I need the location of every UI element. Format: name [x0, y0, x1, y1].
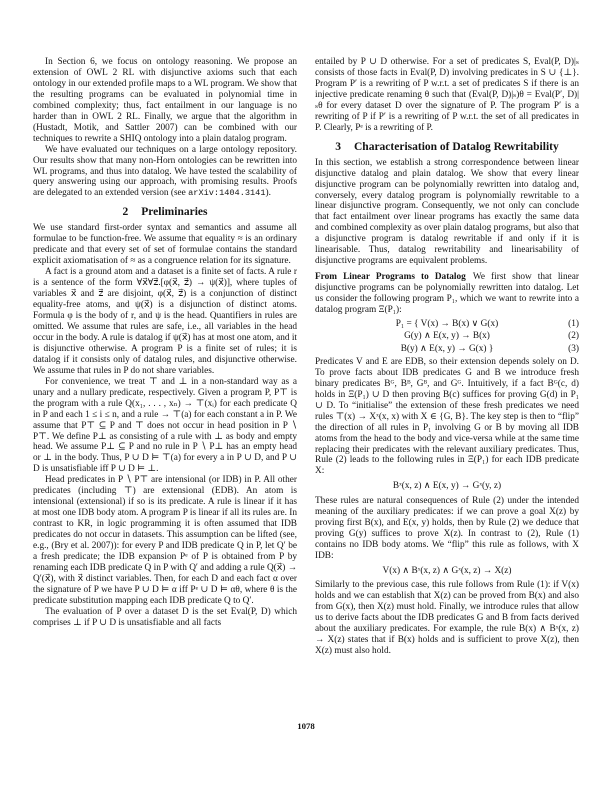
subsection-text: We first show that linear disjunctive programs can be polynomially rewritten into datalog. Let us consider the following program P₁, which we want to rewrite into a datalog program Ξ(P₁):	[315, 272, 579, 316]
rule2-explanation-paragraph: These rules are natural consequences of Rule (2) under the intended meaning of the auxiliary predicates: if we can prove a goal X(z) by proving first B(x), and E(x, y) holds, then by Rule (2) we deduce that proving G(y) suffices to prove X(z). In contrast to (2), Rule (1) contains no IDB body atoms. We “flip” this rule as follows, with X IDB:	[315, 495, 579, 561]
preliminaries-paragraph-1: We use standard first-order syntax and semantics and assume all formulae to be function-free. We assume that equality ≈ is an ordinary predicate and that every set of set of formulae contains the standard explicit axiomatisation of ≈ as a congruence relation for its signature.	[33, 223, 297, 267]
equation-expression: G(y) ∧ E(x, y) → B(x)	[404, 331, 490, 342]
section-title: Characterisation of Datalog Rewritability	[354, 140, 559, 153]
subsection-paragraph	[315, 272, 579, 316]
paragraph-text: ).	[265, 188, 271, 199]
left-column	[33, 57, 297, 629]
page-number: 1078	[297, 721, 315, 731]
subsection-title: From Linear Programs to Datalog	[315, 272, 466, 283]
section-title: Preliminaries	[141, 206, 208, 219]
equation-expression: B(y) ∧ E(x, y) → G(x) }	[400, 343, 494, 354]
intro-paragraph-1: In Section 6, we focus on ontology reasoning. We propose an extension of OWL 2 RL with disjunctive axioms such that each ontology in our extended profile maps to a WL program. We show that the resulting programs can be evaluated in polynomial time in combined complexity; thus, fact entailment in our language is no harder than in OWL 2 RL. Finally, we argue that the algorithm in (Hustadt, Motik, and Sattler 2007) can be combined with our techniques to rewrite a SHIQ ontology into a plain datalog program.	[33, 57, 297, 144]
auxiliary-predicates-paragraph: Predicates V and E are EDB, so their extension depends solely on D. To prove facts about IDB predicates G and B we introduce fresh binary predicates Bᴳ, Bᴮ, Gᴮ, and Gᴳ. Intuitively, if a fact Bᴳ(c, d) holds in Ξ(P₁) ∪ D then proving B(c) suffices for proving G(d) in P₁ ∪ D. To “initialise” the extension of these fresh predicates we need rules ⊤(x) → Xˣ(x, x) with X ∈ {G, B}. The key step is then to “flip” the direction of all rules in P₁ involving G or B by moving all IDB atoms from the head to the body and vice-versa while at the same time replacing their predicates with the relevant auxiliary predicates. Thus, Rule (2) leads to the following rules in Ξ(P₁) for each IDB predicate X:	[315, 356, 579, 477]
display-equation-flip-rule1: V(x) ∧ Bˣ(x, z) ∧ Gˣ(x, z) → X(z)	[382, 565, 512, 576]
arxiv-reference[interactable]: arXiv:1404.3141	[188, 188, 266, 199]
section-number: 2	[122, 206, 129, 219]
equation-number: (1)	[568, 319, 579, 330]
paragraph-text: We have evaluated our techniques on a large ontology repository. Our results show that many non-Horn ontologies can be rewritten into WL programs, and thus into datalog. We have tested the scalability of query answering using our approach, with promising results. Proofs are delegated to an extended version (see	[33, 144, 297, 199]
section3-intro-paragraph: In this section, we establish a strong correspondence between linear disjunctive datalog and plain datalog. We show that every linear disjunctive program can be polynomially rewritten into datalog and, conversely, every datalog program is polynomially rewritable to a linear disjunctive program. Consequently, we not only can conclude that fact entailment over linear programs has exactly the same data and combined complexity as over plain datalog programs, but also that a disjunctive program is datalog rewritable if and only if it is linearisable. Thus, datalog rewritability and linearisability of disjunctive programs are equivalent problems.	[315, 157, 579, 267]
equation-number: (3)	[568, 343, 579, 354]
display-equation-flip-rule2: Bˣ(x, z) ∧ E(x, y) → Gˣ(y, z)	[392, 481, 502, 492]
right-column	[315, 57, 579, 657]
program-p1-equations	[315, 318, 579, 355]
preliminaries-paragraph-2: A fact is a ground atom and a dataset is a finite set of facts. A rule r is a sentence of the form ∀x⃗∀z⃗.[φ(x⃗, z⃗) → ψ(x⃗)], where tuples of variables x⃗ and z⃗ are disjoint, φ(x⃗, z⃗) is a conjunction of distinct equality-free atoms, and ψ(x⃗) is a disjunction of distinct atoms. Formula φ is the body of r, and ψ is the head. Quantifiers in rules are omitted. We assume that rules are safe, i.e., all variables in the head occur in the body. A rule is datalog if ψ(x⃗) has at most one atom, and it is disjunctive otherwise. A program P is a finite set of rules; it is datalog if it consists only of datalog rules, and disjunctive otherwise. We assume that rules in P do not share variables.	[33, 267, 297, 376]
preliminaries-paragraph-5: The evaluation of P over a dataset D is the set Eval(P, D) which comprises ⊥ if P ∪ D is unsatisfiable and all facts	[33, 606, 297, 628]
rule1-explanation-paragraph: Similarly to the previous case, this rule follows from Rule (1): if V(x) holds and we can establish that X(z) can be proved from B(x) and also from G(x), then X(z) must hold. Finally, we introduce rules that allow us to derive facts about the IDB predicates G and B from facts derived about the auxiliary predicates. For example, the rule B(x) ∧ Bˣ(x, z) → X(z) states that if B(x) holds and is sufficient to prove X(z), then X(z) must also hold.	[315, 580, 579, 656]
preliminaries-paragraph-4: Head predicates in P ∖ P⊤ are intensional (or IDB) in P. All other predicates (including ⊤) are extensional (EDB). An atom is intensional (extensional) if so is its predicate. A rule is linear if it has at most one IDB body atom. A program P is linear if all its rules are. In contrast to KR, in logic programming it is often assumed that IDB predicates do not occur in datasets. This assumption can be lifted (see, e.g., (Bry et al. 2007)): for every P and IDB predicate Q in P, let Q′ be a fresh predicate; the IDB expansion Pᵉ of P is obtained from P by renaming each IDB predicate Q in P with Q′ and adding a rule Q(x⃗) → Q′(x⃗), with x⃗ distinct variables. Then, for each D and each fact α over the signature of P we have P ∪ D ⊨ α iff Pᵉ ∪ D ⊨ αθ, where θ is the predicate substitution mapping each IDB predicate Q to Q′.	[33, 475, 297, 606]
continuation-paragraph: entailed by P ∪ D otherwise. For a set of predicates S, Eval(P, D)|ₛ consists of those facts in Eval(P, D) involving predicates in S ∪ {⊥}. Program P′ is a rewriting of P w.r.t. a set of predicates S if there is an injective predicate renaming θ such that (Eval(P, D)|ₛ)θ = Eval(P′, D)|ₛθ for every dataset D over the signature of P. The program P′ is a rewriting of P if P′ is a rewriting of P w.r.t. the set of all predicates in P. Clearly, Pᵉ is a rewriting of P.	[315, 57, 579, 133]
intro-paragraph-2	[33, 145, 297, 200]
equation-3	[315, 343, 579, 355]
equation-number: (2)	[568, 331, 579, 342]
section-2-heading	[33, 206, 297, 219]
equation-1	[315, 318, 579, 330]
equation-2	[315, 330, 579, 342]
section-number: 3	[335, 140, 341, 153]
equation-expression: P₁ = { V(x) → B(x) ∨ G(x)	[395, 319, 499, 330]
preliminaries-paragraph-3: For convenience, we treat ⊤ and ⊥ in a non-standard way as a unary and a nullary predicate, respectively. Given a program P, P⊤ is the program with a rule Q(x₁, . . . , xₙ) → ⊤(xᵢ) for each predicate Q in P and each 1 ≤ i ≤ n, and a rule → ⊤(a) for each constant a in P. We assume that P⊤ ⊆ P and ⊤ does not occur in head position in P ∖ P⊤. We define P⊥ as consisting of a rule with ⊥ as body and empty head. We assume P⊥ ⊆ P and no rule in P ∖ P⊥ has an empty head or ⊥ in the body. Thus, P ∪ D ⊨ ⊤(a) for every a in P ∪ D, and P ∪ D is unsatisfiable iff P ∪ D ⊨ ⊥.	[33, 376, 297, 475]
section-3-heading	[315, 141, 579, 154]
